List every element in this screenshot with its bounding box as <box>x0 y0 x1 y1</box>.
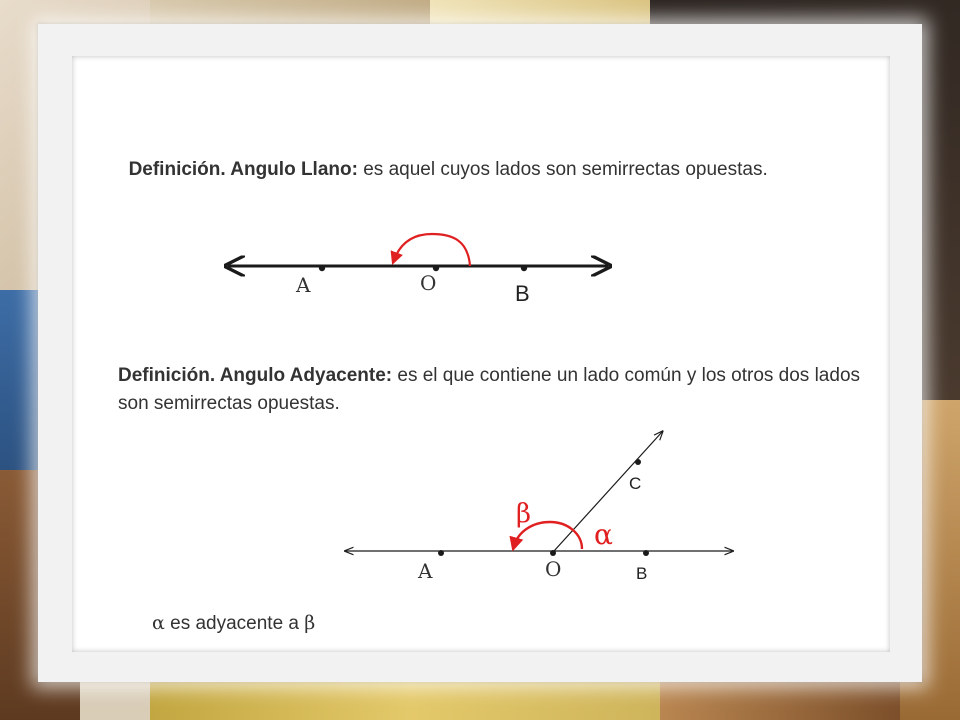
caption-beta: β <box>304 612 316 634</box>
label-b: B <box>515 281 530 306</box>
definition-adyacente-heading: Definición. Angulo Adyacente: <box>118 365 393 386</box>
point-o-dot <box>550 550 556 556</box>
straight-angle-arc <box>394 234 470 266</box>
definition-adyacente-text: es el que contiene un lado común y los otros dos lados son semirrectas opuestas. <box>118 365 861 414</box>
caption-alpha: α <box>152 612 165 634</box>
straight-angle-diagram <box>228 234 608 306</box>
label-a: A <box>296 273 311 297</box>
label-o: O <box>420 271 437 295</box>
beta-label: β <box>516 499 532 529</box>
label-b: B <box>636 564 648 583</box>
point-a-dot <box>438 550 444 556</box>
label-a: A <box>418 559 433 583</box>
caption-text: es adyacente a <box>164 613 305 634</box>
point-b-dot <box>643 550 649 556</box>
point-b-dot <box>521 265 527 271</box>
definition-llano-text: es aquel cuyos lados son semirrectas opuestas. <box>357 159 768 180</box>
point-a-dot <box>319 265 325 271</box>
definition-llano-heading: Definición. Angulo Llano: <box>128 159 358 180</box>
label-c: C <box>629 474 642 493</box>
alpha-label: α <box>594 518 613 551</box>
adjacent-angle-diagram <box>346 432 732 583</box>
label-o: O <box>545 557 562 581</box>
point-c-dot <box>635 459 641 465</box>
